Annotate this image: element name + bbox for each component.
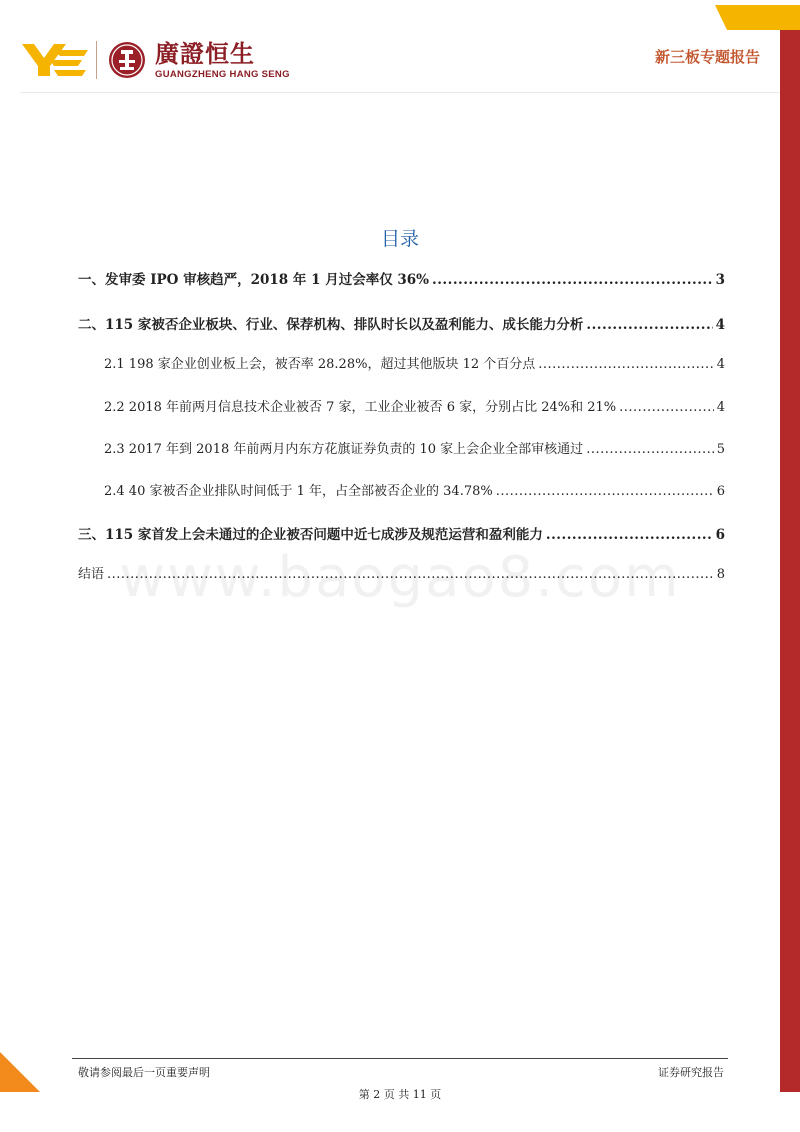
toc-item-3[interactable] [78, 523, 725, 543]
report-type-label: 新三板专题报告 [654, 48, 760, 66]
page-number: 第 2 页 共 11 页 [358, 1088, 442, 1101]
toc-item-2-3[interactable] [104, 438, 725, 457]
corner-gold-decoration [715, 5, 800, 30]
toc-leader-dots [586, 317, 712, 333]
toc-item-2-4[interactable] [104, 480, 725, 499]
toc-item-text: 2.3 2017 年到 2018 年前两月内东方花旗证券负责的 10 家上会企业全部审核通过 [104, 442, 584, 457]
footer-divider [72, 1058, 728, 1059]
company-logo [20, 40, 290, 80]
toc-page-number: 6 [716, 484, 725, 499]
toc-leader-dots [619, 400, 714, 415]
brand-name-cn: 廣證恒生 [155, 40, 255, 68]
toc-item-1[interactable] [78, 268, 725, 288]
footer-report-label: 证券研究报告 [658, 1066, 724, 1079]
header-divider [20, 92, 780, 93]
toc-page-number: 3 [715, 272, 725, 288]
toc-item-2-2[interactable] [104, 396, 725, 415]
toc-leader-dots [496, 484, 714, 499]
toc-item-text: 2.4 40 家被否企业排队时间低于 1 年，占全部被否企业的 34.78% [104, 484, 493, 499]
toc-page-number: 5 [716, 442, 725, 457]
toc-item-text: 结语 [78, 567, 105, 582]
toc-leader-dots [538, 357, 713, 372]
toc-leader-dots [107, 567, 714, 582]
toc-page-number: 4 [716, 400, 725, 415]
toc-item-2[interactable] [78, 313, 725, 333]
toc-leader-dots [432, 272, 713, 288]
toc-page-number: 8 [716, 567, 725, 582]
toc-item-text: 二、115 家被否企业板块、行业、保荐机构、排队时长以及盈利能力、成长能力分析 [78, 317, 584, 333]
toc-leader-dots [546, 527, 713, 543]
toc-item-2-1[interactable] [104, 353, 725, 372]
ye-logo-icon [20, 40, 90, 80]
logo-divider [96, 41, 97, 79]
brand-name-en: GUANGZHENG HANG SENG [155, 69, 290, 80]
brand-text [155, 40, 290, 80]
toc-leader-dots [586, 442, 714, 457]
toc-item-text: 2.1 198 家企业创业板上会，被否率 28.28%，超过其他版块 12 个百分点 [104, 357, 536, 372]
toc-item-conclusion[interactable] [78, 563, 725, 582]
guangzheng-seal-icon [107, 40, 147, 80]
watermark: www.baogao8.com [119, 545, 681, 610]
footer-disclaimer: 敬请参阅最后一页重要声明 [78, 1066, 210, 1079]
right-red-bar [780, 30, 800, 1092]
toc-title: 目录 [380, 228, 419, 250]
toc-page-number: 4 [716, 357, 725, 372]
toc-item-text: 一、发审委 IPO 审核趋严，2018 年 1 月过会率仅 36% [78, 272, 430, 288]
toc-item-text: 三、115 家首发上会未通过的企业被否问题中近七成涉及规范运营和盈利能力 [78, 527, 543, 543]
toc-item-text: 2.2 2018 年前两月信息技术企业被否 7 家，工业企业被否 6 家，分别占比 24%和 21% [104, 400, 617, 415]
toc-page-number: 4 [715, 317, 725, 333]
toc-page-number: 6 [715, 527, 725, 543]
